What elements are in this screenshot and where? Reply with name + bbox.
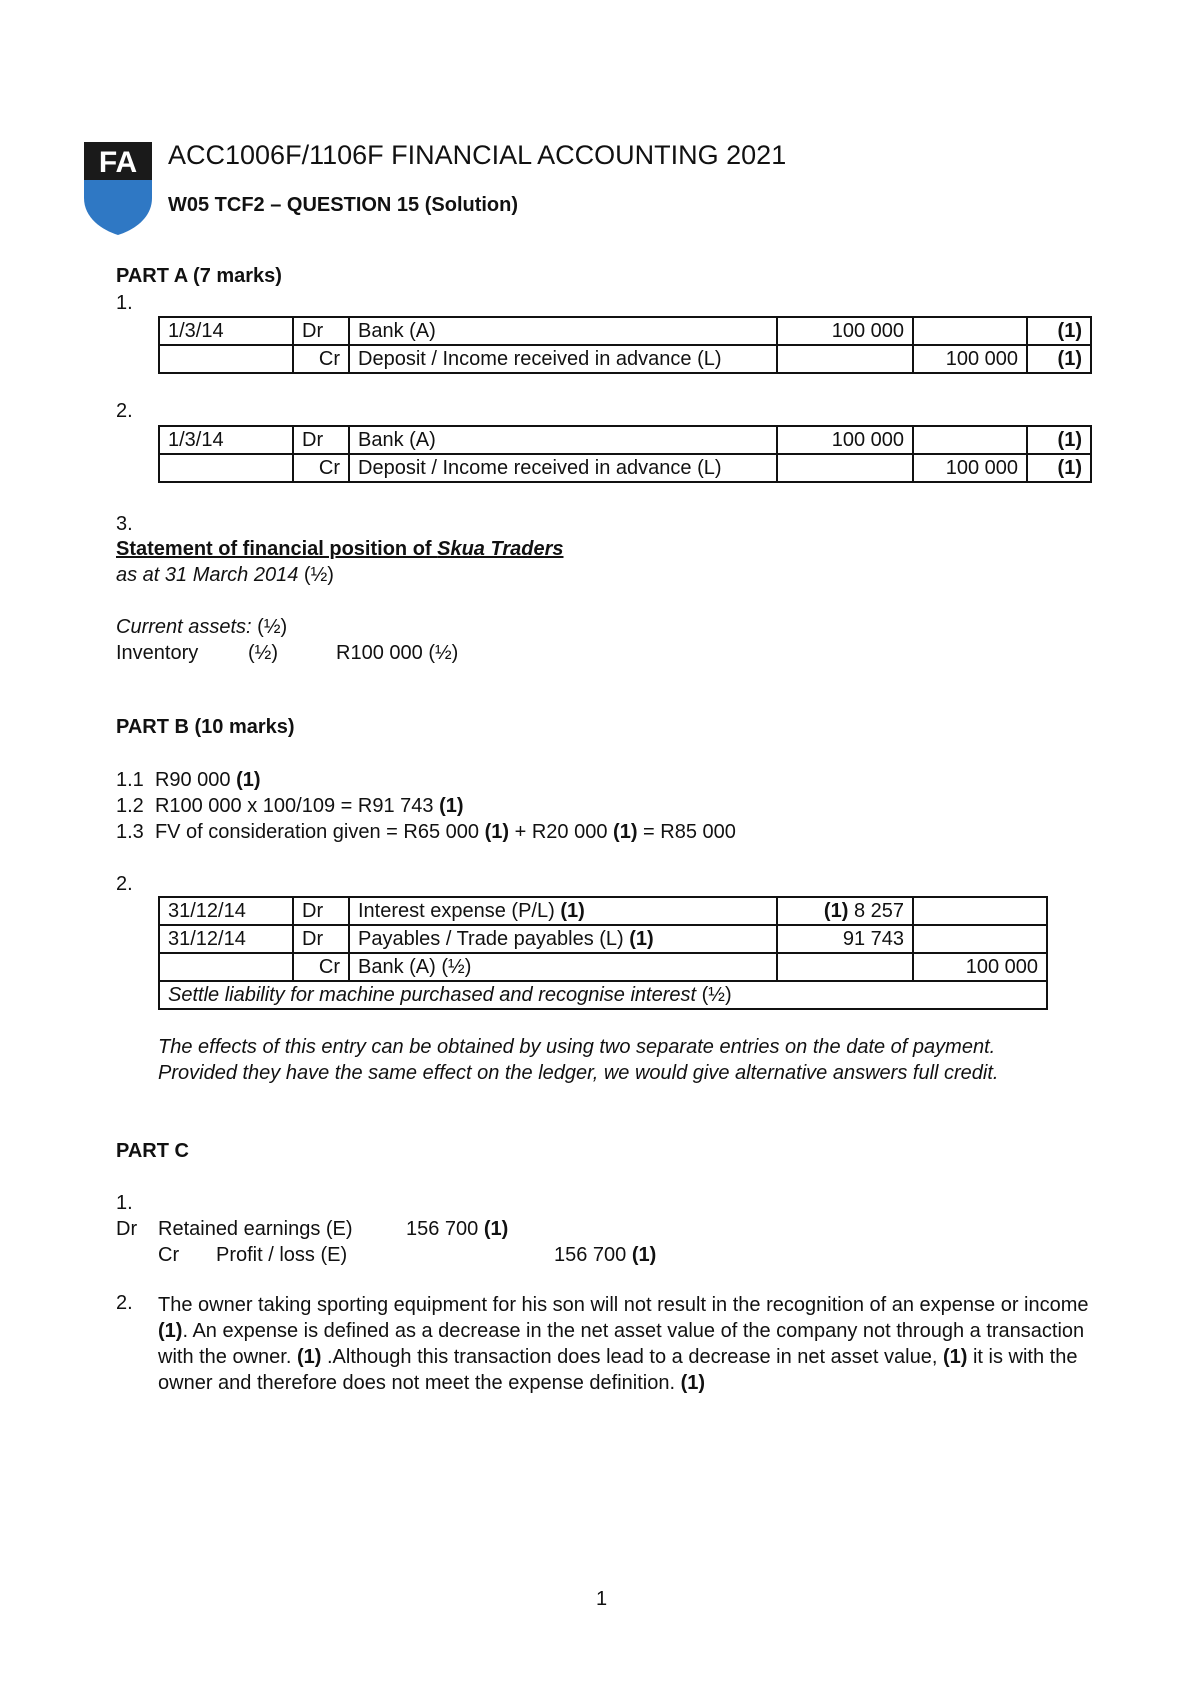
table-row: 31/12/14 Dr Payables / Trade payables (L) (1) 91 743: [159, 925, 1047, 953]
note-line-2: Provided they have the same effect on the ledger, we would give alternative answers full credit.: [158, 1062, 999, 1084]
doc-title: ACC1006F/1106F FINANCIAL ACCOUNTING 2021: [168, 140, 787, 170]
table-row: Cr Deposit / Income received in advance (L) 100 000 (1): [159, 454, 1091, 482]
sofp-date: as at 31 March 2014 (½): [116, 564, 334, 586]
part-c-dr: Dr: [116, 1218, 138, 1240]
table-row: [159, 981, 1047, 1009]
inventory-half-mark: (½): [248, 642, 278, 664]
narration: Settle liability for machine purchased and recognise interest (½): [159, 981, 1047, 1009]
part-b-line-1-3: 1.3 FV of consideration given = R65 000 (1) + R20 000 (1) = R85 000: [116, 821, 736, 843]
inventory-value: R100 000 (½): [336, 642, 459, 664]
current-assets-heading: Current assets: (½): [116, 616, 288, 638]
part-b-line-1-1: 1.1 R90 000 (1): [116, 769, 261, 791]
part-b-q2-label: 2.: [116, 873, 133, 895]
table-row: 1/3/14 Dr Bank (A) 100 000 (1): [159, 317, 1091, 345]
part-b-heading: PART B (10 marks): [116, 716, 295, 738]
part-c-heading: PART C: [116, 1140, 189, 1162]
part-c-q1-label: 1.: [116, 1192, 133, 1214]
part-c-q2-label: 2.: [116, 1292, 133, 1314]
page-number: 1: [596, 1588, 608, 1610]
sofp-company: Skua Traders: [437, 538, 564, 560]
part-a-q2-journal: [158, 425, 1092, 483]
table-row: 31/12/14 Dr Interest expense (P/L) (1) (1) 8 257: [159, 897, 1047, 925]
part-c-cr-amount: 156 700 (1): [554, 1244, 657, 1266]
table-row: Cr Bank (A) (½) 100 000: [159, 953, 1047, 981]
fa-logo: [82, 140, 154, 236]
part-a-q3-label: 3.: [116, 513, 133, 535]
part-c-cr: Cr: [158, 1244, 180, 1266]
part-c-dr-account: Retained earnings (E): [158, 1218, 353, 1240]
part-c-cr-account: Profit / loss (E): [216, 1244, 348, 1266]
part-a-q1-label: 1.: [116, 292, 133, 314]
table-row: Cr Deposit / Income received in advance (L) 100 000 (1): [159, 345, 1091, 373]
table-row: 1/3/14 Dr Bank (A) 100 000 (1): [159, 426, 1091, 454]
sofp-title: Statement of financial position of Skua Traders: [116, 538, 564, 560]
part-c-q2-answer: The owner taking sporting equipment for his son will not result in the recognition of an expense or income (1). An expense is defined as a decrease in the net asset value of the company not through a transaction with the owner. (1) .Although this transaction does lead to a decrease in net asset value, (1) it is with the owner and therefore does not meet the expense definition. (1): [158, 1294, 1089, 1394]
part-a-q1-journal: [158, 316, 1092, 374]
part-a-q2-label: 2.: [116, 400, 133, 422]
part-a-heading: PART A (7 marks): [116, 265, 282, 287]
logo-text: FA: [98, 146, 138, 179]
part-c-dr-amount: 156 700 (1): [406, 1218, 509, 1240]
doc-subtitle: W05 TCF2 – QUESTION 15 (Solution): [168, 194, 519, 216]
part-b-line-1-2: 1.2 R100 000 x 100/109 = R91 743 (1): [116, 795, 464, 817]
note-line-1: The effects of this entry can be obtained by using two separate entries on the date of payment.: [158, 1036, 996, 1058]
part-b-journal: [158, 896, 1048, 1010]
inventory-label: Inventory: [116, 642, 199, 664]
